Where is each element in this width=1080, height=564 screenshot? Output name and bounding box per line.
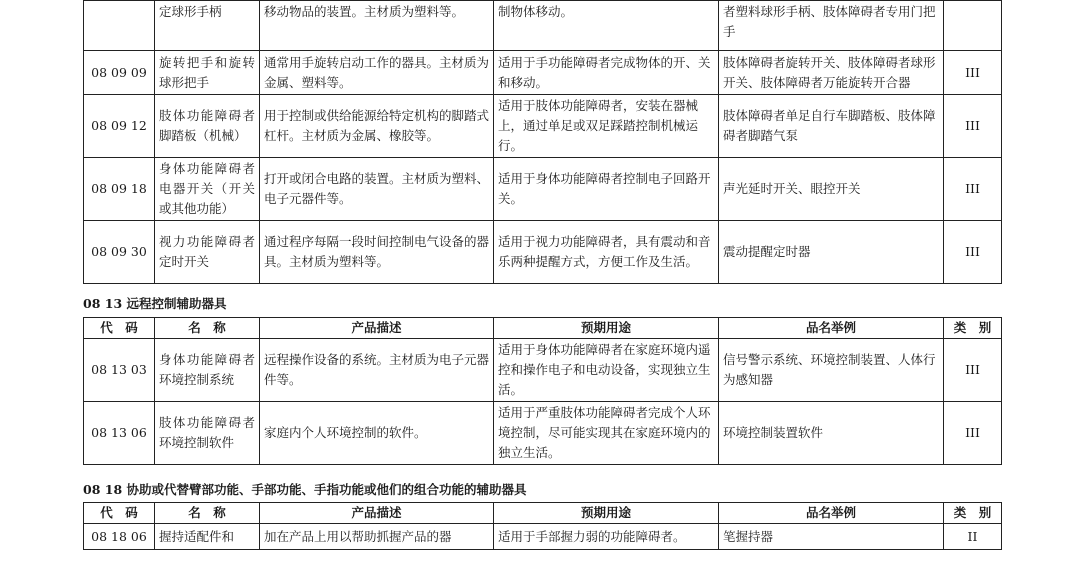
cell-desc: 家庭内个人环境控制的软件。 xyxy=(260,402,494,465)
cell-example: 肢体障碍者旋转开关、肢体障碍者球形开关、肢体障碍者万能旋转开合器 xyxy=(719,51,944,95)
cell-code: 08 09 09 xyxy=(84,51,155,95)
cell-use: 适用于严重肢体功能障碍者完成个人环境控制，尽可能实现其在家庭环境内的独立生活。 xyxy=(494,402,719,465)
cell-category: III xyxy=(944,339,1002,402)
table-row xyxy=(84,95,1002,158)
cell-use: 适用于手部握力弱的功能障碍者。 xyxy=(494,524,719,550)
header-desc: 产品描述 xyxy=(260,318,494,339)
header-example: 品名举例 xyxy=(719,318,944,339)
header-code: 代 码 xyxy=(84,503,155,524)
cell-code: 08 13 06 xyxy=(84,402,155,465)
cell-example: 者塑料球形手柄、肢体障碍者专用门把手 xyxy=(719,1,944,51)
header-code: 代 码 xyxy=(84,318,155,339)
cell-code: 08 18 06 xyxy=(84,524,155,550)
cell-category: III xyxy=(944,221,1002,284)
header-use: 预期用途 xyxy=(494,318,719,339)
header-name: 名 称 xyxy=(155,503,260,524)
cell-use: 适用于身体功能障碍者控制电子回路开关。 xyxy=(494,158,719,221)
cell-example: 声光延时开关、眼控开关 xyxy=(719,158,944,221)
cell-desc: 用于控制或供给能源给特定机构的脚踏式杠杆。主材质为金属、橡胶等。 xyxy=(260,95,494,158)
table-section-0813 xyxy=(83,317,1002,465)
cell-code xyxy=(84,1,155,51)
table-row xyxy=(84,339,1002,402)
table-header-row xyxy=(84,318,1002,339)
cell-desc: 移动物品的装置。主材质为塑料等。 xyxy=(260,1,494,51)
table-row xyxy=(84,51,1002,95)
cell-code: 08 13 03 xyxy=(84,339,155,402)
cell-example: 笔握持器 xyxy=(719,524,944,550)
header-desc: 产品描述 xyxy=(260,503,494,524)
cell-desc: 远程操作设备的系统。主材质为电子元器件等。 xyxy=(260,339,494,402)
section-title-0813: 08 13 远程控制辅助器具 xyxy=(83,296,227,311)
cell-name: 身体功能障碍者电器开关（开关或其他功能） xyxy=(155,158,260,221)
cell-desc: 通过程序每隔一段时间控制电气设备的器具。主材质为塑料等。 xyxy=(260,221,494,284)
cell-name: 肢体功能障碍者环境控制软件 xyxy=(155,402,260,465)
cell-code: 08 09 30 xyxy=(84,221,155,284)
cell-example: 环境控制装置软件 xyxy=(719,402,944,465)
table-row xyxy=(84,158,1002,221)
cell-use: 适用于身体功能障碍者在家庭环境内遥控和操作电子和电动设备，实现独立生活。 xyxy=(494,339,719,402)
cell-use: 适用于视力功能障碍者，具有震动和音乐两种提醒方式，方便工作及生活。 xyxy=(494,221,719,284)
table-row xyxy=(84,221,1002,284)
cell-name: 视力功能障碍者定时开关 xyxy=(155,221,260,284)
header-use: 预期用途 xyxy=(494,503,719,524)
table-section-0809 xyxy=(83,0,1002,284)
cell-desc: 加在产品上用以帮助抓握产品的器 xyxy=(260,524,494,550)
cell-category xyxy=(944,1,1002,51)
cell-name: 肢体功能障碍者脚踏板（机械） xyxy=(155,95,260,158)
cell-use: 适用于手功能障碍者完成物体的开、关和移动。 xyxy=(494,51,719,95)
header-category: 类 别 xyxy=(944,503,1002,524)
cell-category: III xyxy=(944,51,1002,95)
cell-desc: 打开或闭合电路的装置。主材质为塑料、电子元器件等。 xyxy=(260,158,494,221)
cell-code: 08 09 12 xyxy=(84,95,155,158)
cell-name: 旋转把手和旋转球形把手 xyxy=(155,51,260,95)
table-section-0818 xyxy=(83,502,1002,550)
cell-use: 适用于肢体功能障碍者，安装在器械上，通过单足或双足踩踏控制机械运行。 xyxy=(494,95,719,158)
cell-desc: 通常用手旋转启动工作的器具。主材质为金属、塑料等。 xyxy=(260,51,494,95)
cell-name: 身体功能障碍者环境控制系统 xyxy=(155,339,260,402)
cell-example: 信号警示系统、环境控制装置、人体行为感知器 xyxy=(719,339,944,402)
cell-category: III xyxy=(944,402,1002,465)
cell-name: 定球形手柄 xyxy=(155,1,260,51)
cell-category: III xyxy=(944,158,1002,221)
header-category: 类 别 xyxy=(944,318,1002,339)
section-title-0818: 08 18 协助或代替臂部功能、手部功能、手指功能或他们的组合功能的辅助器具 xyxy=(83,482,527,497)
cell-use: 制物体移动。 xyxy=(494,1,719,51)
cell-code: 08 09 18 xyxy=(84,158,155,221)
cell-example: 震动提醒定时器 xyxy=(719,221,944,284)
table-row xyxy=(84,524,1002,550)
cell-example: 肢体障碍者单足自行车脚踏板、肢体障碍者脚踏气泵 xyxy=(719,95,944,158)
cell-category: II xyxy=(944,524,1002,550)
header-name: 名 称 xyxy=(155,318,260,339)
table-row xyxy=(84,1,1002,51)
cell-name: 握持适配件和 xyxy=(155,524,260,550)
table-row xyxy=(84,402,1002,465)
header-example: 品名举例 xyxy=(719,503,944,524)
cell-category: III xyxy=(944,95,1002,158)
table-header-row xyxy=(84,503,1002,524)
